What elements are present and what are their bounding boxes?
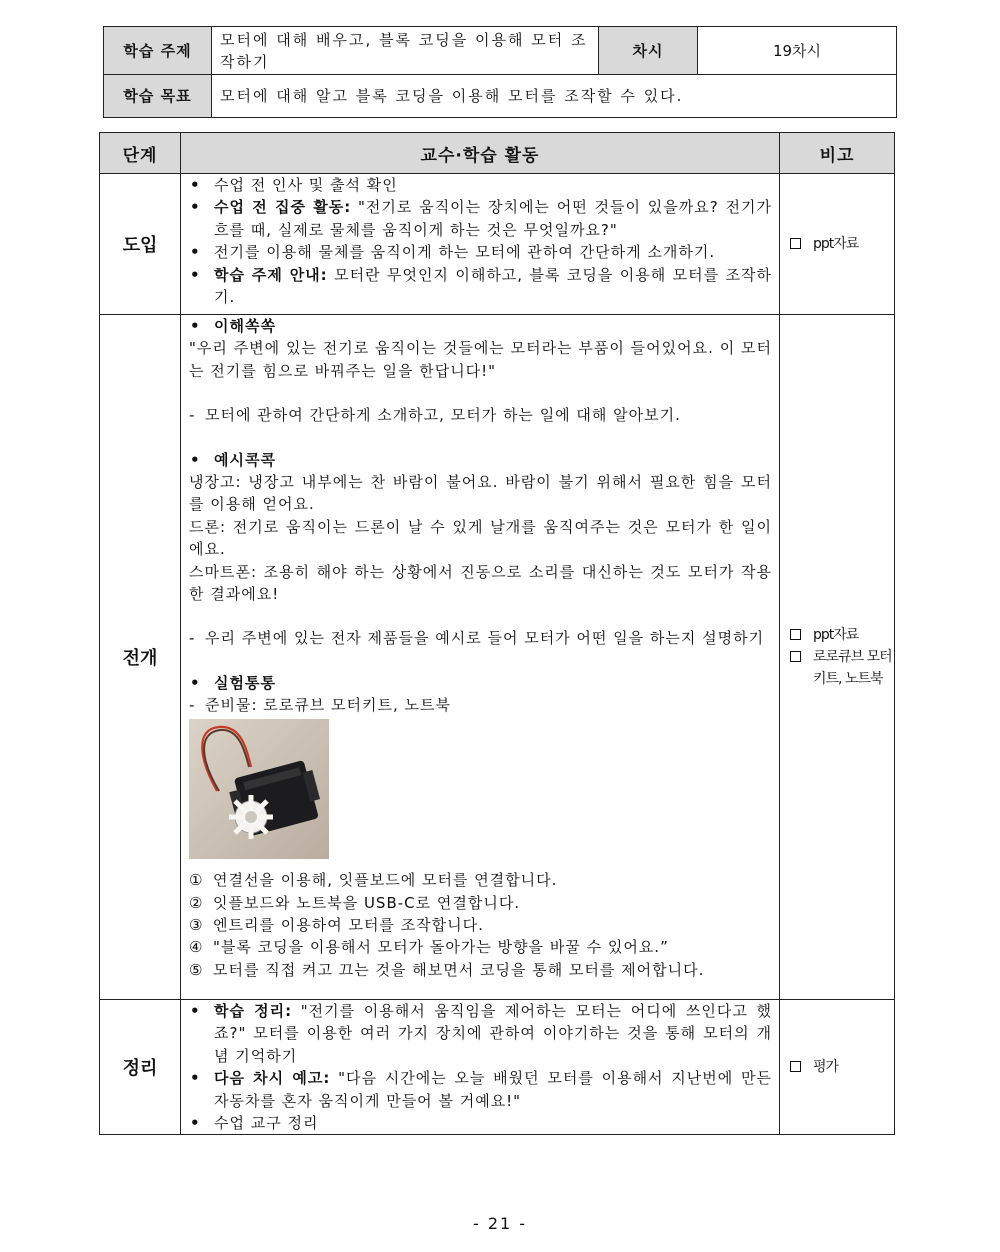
materials-item: - 준비물: 로로큐브 모터키트, 노트북	[189, 696, 451, 715]
dash-item: - 모터에 관하여 간단하게 소개하고, 모터가 하는 일에 대해 알아보기.	[189, 406, 681, 425]
page-number: - 21 -	[472, 1214, 528, 1233]
topic-value: 모터에 대해 배우고, 블록 코딩을 이용해 모터 조작하기	[212, 27, 599, 75]
list-item: • 수업 교구 정리	[190, 1114, 319, 1133]
session-value: 19차시	[698, 27, 897, 75]
wrapup-note: 평가	[780, 1000, 895, 1135]
objective-value: 모터에 대해 알고 블록 코딩을 이용해 모터를 조작할 수 있다.	[212, 75, 897, 118]
list-item: • 수업 전 집중 활동: "전기로 움직이는 장치에는 어떤 것들이 있을까요? 전기가 흐를 때, 실제로 물체를 움직이게 하는 것은 무엇일까요?"	[190, 198, 772, 239]
list-item: • 전기를 이용해 물체를 움직이게 하는 모터에 관하여 간단하게 소개하기.	[190, 243, 716, 262]
checkbox-icon	[790, 1061, 801, 1072]
note-header: 비고	[780, 133, 895, 174]
section-title: • 실험통통	[190, 673, 276, 692]
develop-activities	[181, 315, 780, 1000]
example-text: 스마트폰: 조용히 해야 하는 상황에서 진동으로 소리를 대신하는 것도 모터가 작용한 결과에요!	[189, 562, 772, 604]
wrapup-stage: 정리	[100, 1000, 181, 1135]
example-text: 냉장고: 냉장고 내부에는 찬 바람이 불어요. 바람이 불기 위해서 필요한 힘을 모터를 이용해 얻어요.	[189, 473, 772, 514]
section-title: • 이해쏙쏙	[190, 317, 276, 335]
intro-activities	[181, 174, 780, 315]
topic-label: 학습 주제	[104, 27, 212, 75]
session-label: 차시	[599, 27, 698, 75]
wrapup-row	[100, 1000, 895, 1135]
checkbox-icon	[790, 651, 801, 662]
objective-label: 학습 목표	[104, 75, 212, 118]
step-item: ① 연결선을 이용해, 잇플보드에 모터를 연결합니다.	[189, 871, 558, 890]
intro-row	[100, 174, 895, 315]
quote-text: "우리 주변에 있는 전기로 움직이는 것들에는 모터라는 부품이 들어있어요. 이 모터는 전기를 힘으로 바꿔주는 일을 한답니다!"	[189, 339, 772, 380]
dash-item: - 우리 주변에 있는 전자 제품들을 예시로 들어 모터가 어떤 일을 하는지 설명하기	[189, 629, 765, 648]
list-item: • 학습 주제 안내: 모터란 무엇인지 이해하고, 블록 코딩을 이용해 모터를 조작하기.	[190, 265, 772, 307]
stage-header: 단계	[100, 133, 181, 174]
intro-stage: 도입	[100, 174, 181, 315]
list-item: • 다음 차시 예고: "다음 시간에는 오늘 배웠던 모터를 이용해서 지난번에 만든 자동차를 혼자 움직이게 만들어 볼 거예요!"	[190, 1069, 772, 1110]
develop-row	[100, 315, 895, 1000]
develop-note: ppt자료 로로큐브 모터키트, 노트북	[780, 315, 895, 1000]
develop-stage: 전개	[100, 315, 181, 1000]
gear-icon	[229, 795, 273, 839]
checkbox-icon	[790, 629, 801, 640]
section-title: • 예시콕콕	[190, 450, 276, 469]
motor-photo	[189, 719, 772, 865]
lesson-plan-table	[99, 132, 895, 1135]
list-item: • 학습 정리: "전기를 이용해서 움직임을 제어하는 모터는 어디에 쓰인다고 했죠?" 모터를 이용한 여러 가지 장치에 관하여 이야기하는 것을 통해 모터의 개념 기억하기	[190, 1002, 772, 1065]
step-item: ④ "블록 코딩을 이용해서 모터가 돌아가는 방향을 바꿀 수 있어요.”	[189, 938, 669, 957]
step-item: ② 잇플보드와 노트북을 USB-C로 연결합니다.	[189, 893, 521, 912]
intro-note: ppt자료	[780, 174, 895, 315]
wrapup-activities	[181, 1000, 780, 1135]
checkbox-icon	[790, 238, 801, 249]
step-item: ⑤ 모터를 직접 켜고 끄는 것을 해보면서 코딩을 통해 모터를 제어합니다.	[189, 960, 705, 979]
activity-header: 교수·학습 활동	[181, 133, 780, 174]
step-item: ③ 엔트리를 이용하여 모터를 조작합니다.	[189, 915, 484, 934]
lesson-info-table	[103, 26, 897, 118]
list-item: • 수업 전 인사 및 출석 확인	[190, 176, 398, 194]
example-text: 드론: 전기로 움직이는 드론이 날 수 있게 날개를 움직여주는 것은 모터가 한 일이에요.	[189, 517, 772, 559]
